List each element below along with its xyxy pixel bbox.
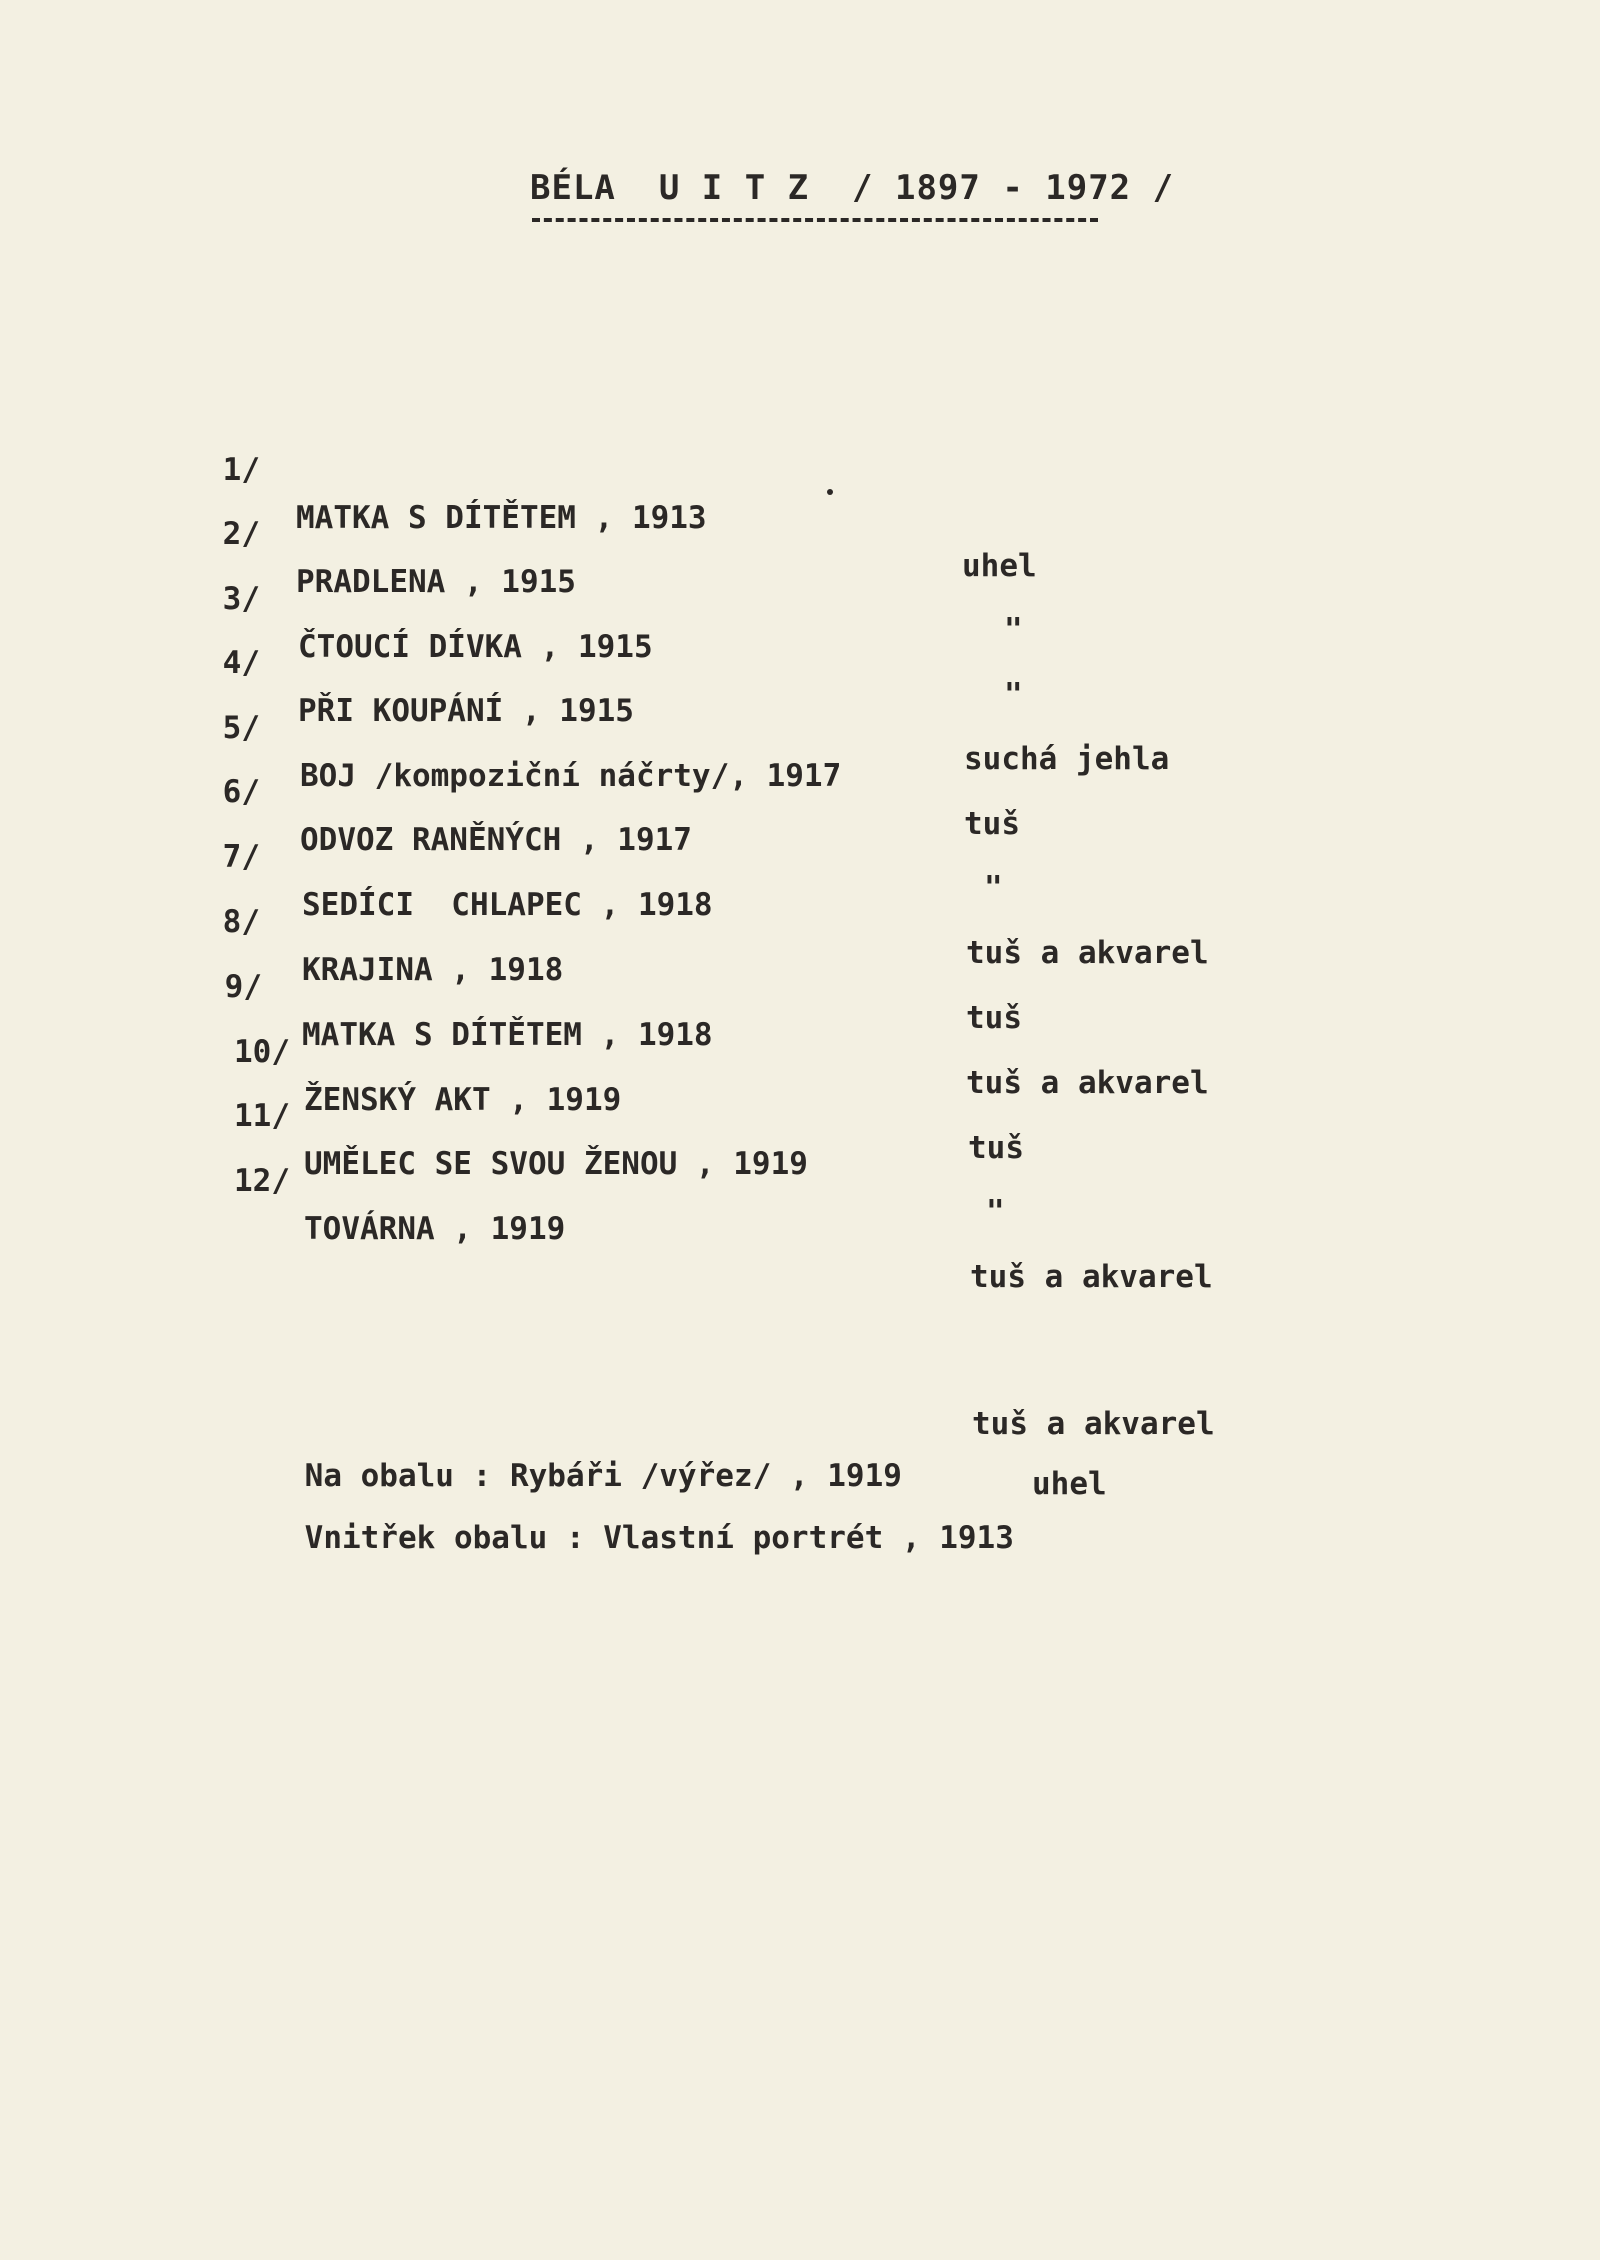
item-number: 12/	[234, 1163, 290, 1199]
item-medium: tuš a akvarel	[966, 1065, 1209, 1101]
cover-inside-line	[230, 1466, 1014, 1610]
item-title: UMĚLEC SE SVOU ŽENOU , 1919	[304, 1146, 808, 1182]
item-number: 4/	[222, 645, 260, 681]
item-medium: "	[1004, 677, 1023, 713]
item-title: BOJ /kompoziční náčrty/, 1917	[300, 758, 842, 794]
item-title: SEDÍCI CHLAPEC , 1918	[302, 887, 713, 923]
item-number: 6/	[222, 774, 260, 810]
item-medium: uhel	[962, 548, 1037, 584]
item-title: MATKA S DÍTĚTEM , 1918	[302, 1017, 713, 1053]
item-number: 9/	[224, 969, 262, 1005]
item-medium: tuš	[968, 1130, 1024, 1166]
item-title: ODVOZ RANĚNÝCH , 1917	[300, 822, 692, 858]
item-medium: "	[986, 1194, 1005, 1230]
item-title: ŽENSKÝ AKT , 1919	[304, 1082, 622, 1118]
item-title: TOVÁRNA , 1919	[304, 1211, 566, 1247]
cover-front-medium: tuš a akvarel	[972, 1406, 1215, 1442]
page-title: BÉLA U I T Z / 1897 - 1972 /	[530, 168, 1175, 208]
cover-inside-label: Vnitřek obalu : Vlastní portrét , 1913	[304, 1520, 1014, 1556]
item-title: PŘI KOUPÁNÍ , 1915	[298, 693, 634, 729]
item-number: 8/	[222, 904, 260, 940]
item-medium: "	[1004, 612, 1023, 648]
item-medium: tuš a akvarel	[970, 1259, 1213, 1295]
item-title: KRAJINA , 1918	[302, 952, 564, 988]
item-title: PRADLENA , 1915	[296, 564, 576, 600]
item-medium: suchá jehla	[964, 741, 1170, 777]
item-number: 1/	[222, 452, 260, 488]
item-number: 10/	[234, 1034, 290, 1070]
item-number: 3/	[222, 581, 260, 617]
item-medium: tuš	[964, 806, 1020, 842]
item-title: MATKA S DÍTĚTEM , 1913	[296, 500, 707, 536]
item-medium: tuš a akvarel	[966, 935, 1209, 971]
item-number: 7/	[222, 839, 260, 875]
item-number: 5/	[222, 710, 260, 746]
item-medium: "	[984, 870, 1003, 906]
item-medium: tuš	[966, 1000, 1022, 1036]
item-title: ČTOUCÍ DÍVKA , 1915	[298, 629, 653, 665]
item-number: 2/	[222, 516, 260, 552]
cover-inside-medium: uhel	[1032, 1466, 1107, 1502]
item-number: 11/	[234, 1098, 290, 1134]
cover-front-label: Na obalu : Rybáři /výřez/ , 1919	[304, 1458, 902, 1494]
